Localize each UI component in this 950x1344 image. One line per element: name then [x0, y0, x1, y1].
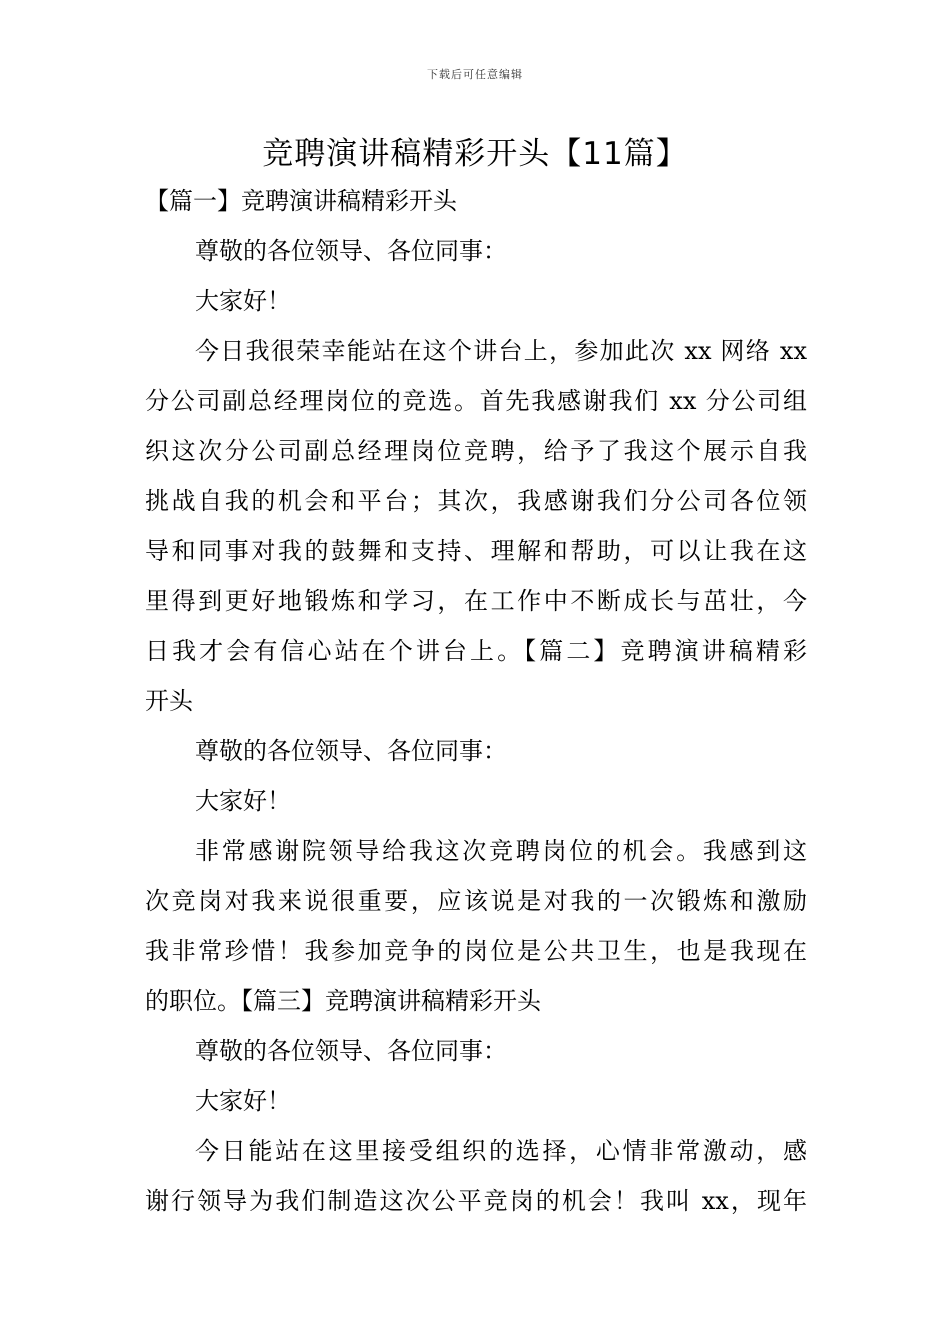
paragraph-line: 分公司副总经理岗位的竞选。首先我感谢我们 xx 分公司组 [145, 387, 807, 415]
paragraph-line: 导和同事对我的鼓舞和支持、理解和帮助，可以让我在这 [145, 537, 807, 565]
section-heading-1: 【篇一】竞聘演讲稿精彩开头 [145, 187, 457, 215]
paragraph-line: 开头 [145, 687, 193, 715]
paragraph-line: 非常感谢院领导给我这次竞聘岗位的机会。我感到这 [195, 837, 807, 865]
paragraph-line: 我非常珍惜！我参加竞争的岗位是公共卫生，也是我现在 [145, 937, 807, 965]
paragraph-line: 谢行领导为我们制造这次公平竞岗的机会！我叫 xx，现年 [145, 1187, 807, 1215]
greeting: 大家好！ [195, 1087, 291, 1115]
header-note: 下载后可任意编辑 [427, 68, 523, 81]
paragraph-line: 的职位。【篇三】竞聘演讲稿精彩开头 [145, 987, 541, 1015]
paragraph-line: 日我才会有信心站在个讲台上。【篇二】竞聘演讲稿精彩 [145, 637, 807, 665]
paragraph-line: 次竞岗对我来说很重要，应该说是对我的一次锻炼和激励 [145, 887, 807, 915]
salutation: 尊敬的各位领导、各位同事： [195, 1037, 507, 1065]
paragraph-line: 挑战自我的机会和平台；其次，我感谢我们分公司各位领 [145, 487, 807, 515]
salutation: 尊敬的各位领导、各位同事： [195, 737, 507, 765]
greeting: 大家好！ [195, 787, 291, 815]
paragraph-line: 今日能站在这里接受组织的选择，心情非常激动，感 [195, 1137, 807, 1165]
paragraph-line: 里得到更好地锻炼和学习，在工作中不断成长与茁壮，今 [145, 587, 807, 615]
greeting: 大家好！ [195, 287, 291, 315]
paragraph-line: 今日我很荣幸能站在这个讲台上，参加此次 xx 网络 xx [195, 337, 807, 365]
paragraph-line: 织这次分公司副总经理岗位竞聘，给予了我这个展示自我 [145, 437, 807, 465]
document-body [145, 176, 807, 1226]
salutation: 尊敬的各位领导、各位同事： [195, 237, 507, 265]
document-title: 竞聘演讲稿精彩开头【11篇】 [262, 136, 688, 172]
